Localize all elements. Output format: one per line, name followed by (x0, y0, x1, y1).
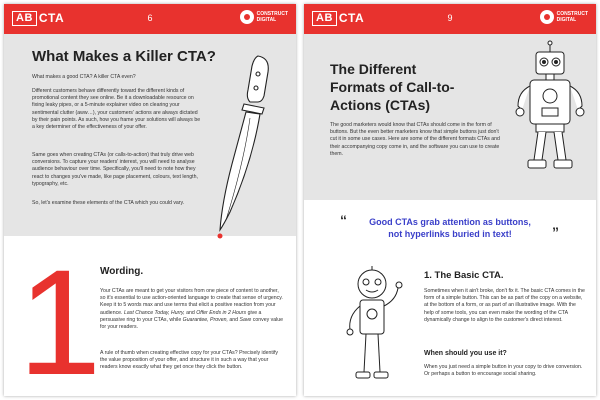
intro-text: What makes a good CTA? A killer CTA even? (32, 74, 136, 80)
abcta-logo: AB CTA (12, 10, 64, 26)
page-title: What Makes a Killer CTA? (32, 48, 216, 65)
robot-waving-icon (347, 266, 402, 378)
subsection-title: When should you use it? (424, 350, 507, 357)
section-paragraph-1: Your CTAs are meant to get your visitors from one piece of content to another, so it's essential to use action-oriented language to create that sense of urgency. Keep it to 5 words max and use terms that elicit a positive reaction from your audience. Last Chance Today, Hurry, and Offer Ends in 2 Hours give a persuasive ring to your CTAs, while Guarantee, Proven, and Save convey value for your readers. (100, 288, 284, 331)
knife-illustration (200, 52, 280, 242)
page-number: 9 (447, 13, 453, 23)
construct-digital-logo: CONSTRUCT DIGITAL (240, 10, 288, 24)
section-title: 1. The Basic CTA. (424, 270, 504, 281)
section-number: 1 (18, 238, 102, 396)
right-page (304, 4, 596, 396)
section-paragraph-2: A rule of thumb when creating effective copy for your CTAs? Precisely identify the value proposition of your offer, and structure it in such a way that your readers know exactly what they get once they click the button. (100, 350, 278, 371)
pull-quote: Good CTAs grab attention as buttons, not hyperlinks buried in text! (369, 217, 531, 239)
section-title: Wording. (100, 266, 144, 277)
brand-mark-icon (240, 10, 254, 24)
subsection-body: When you just need a simple button in your copy to drive conversion. Or perhaps a button to encourage social sharing. (424, 364, 583, 378)
page-header (4, 4, 296, 34)
brand-mark-icon (540, 10, 554, 24)
paragraph-2: Same goes when creating CTAs (or calls-to-action) that truly drive web conversions. To capture your readers' interest, you will need to analyse audience behaviour over time. Specifically, you'll need to note how they react to changes you've made, like page placement, colours, text length, typography, etc. (32, 152, 198, 187)
quote-close-icon: ” (552, 224, 559, 240)
abcta-logo: AB CTA (312, 10, 364, 26)
page-number: 6 (147, 13, 153, 23)
knife-icon (220, 56, 268, 230)
left-page (4, 4, 296, 396)
robot-illustration (512, 40, 588, 200)
paragraph-1: Different customers behave differently toward the different kinds of promotional content they see online. Be it a downloadable resource on fixing leaky pipes, or a 5-minute explainer video on clearing your sentimental clutter (aww…), your customers' actions are always dictated by their pain points. As such, how you frame your solutions will always be a key determiner of the effectiveness of your offer. (32, 88, 201, 131)
construct-digital-logo: CONSTRUCT DIGITAL (540, 10, 588, 24)
intro-text: The good marketers would know that CTAs should come in the form of buttons. But the even better marketers know that simple buttons just don't cut it in some use cases. Here are some of the different formats CTAs and their accompanying copy come in, and the software you can use to create them. (330, 122, 500, 157)
quote-open-icon: “ (340, 212, 347, 228)
paragraph-3: So, let's examine these elements of the CTA which you could vary. (32, 200, 185, 206)
page-header (304, 4, 596, 34)
blood-drop-icon (218, 234, 223, 239)
small-robot-illustration (340, 266, 410, 392)
section-body: Sometimes when it ain't broke, don't fix it. The basic CTA comes in the form of a simple button. This can be as part of the copy on a website, at the bottom of a form, or as part of an illustrative image. With the help of some tools, you can even make the wording of the CTA dynamically change to align to the customer's direct interest. (424, 288, 585, 323)
robot-icon (516, 41, 584, 168)
page-title: The Different Formats of Call-to- Actions (CTAs) (330, 61, 455, 113)
